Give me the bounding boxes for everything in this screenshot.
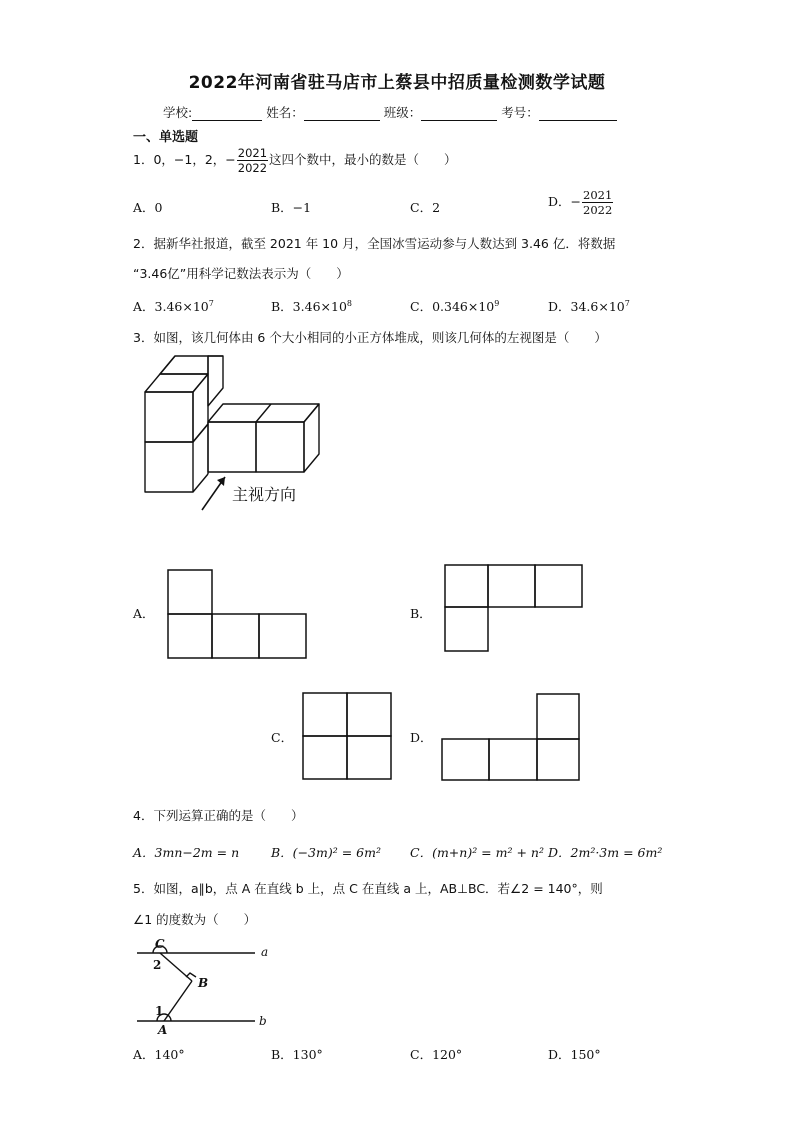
q1-d-frac-num: 2021 <box>583 188 613 202</box>
q5-option-a: A．140° <box>133 1047 185 1062</box>
q5-label-angle-2: 2 <box>153 958 162 972</box>
q3-option-d-view <box>441 693 583 783</box>
q5-line-2: ∠1 的度数为（ ） <box>133 912 257 927</box>
q1-suffix: 这四个数中，最小的数是（ ） <box>269 152 457 167</box>
q1-option-d <box>548 188 614 217</box>
q4-option-b: B．(−3m)² = 6m² <box>271 845 381 860</box>
q2-option-a <box>133 297 214 315</box>
q2-option-b <box>271 297 352 315</box>
q3-option-c-label: C． <box>271 730 294 745</box>
q5-label-a: A <box>158 1023 168 1037</box>
exam-number-blank <box>539 108 617 121</box>
name-blank <box>304 108 380 121</box>
q1-d-frac-den: 2022 <box>583 203 613 217</box>
q2-d-base: D．34.6×10 <box>548 299 625 314</box>
q1-d-fraction <box>582 188 613 217</box>
q5-option-d: D．150° <box>548 1047 601 1062</box>
q3-text: 3．如图，该几何体由 6 个大小相同的小正方体堆成，则该几何体的左视图是（ ） <box>133 330 607 345</box>
q2-option-d <box>548 297 630 315</box>
q1-option-b: B．−1 <box>271 200 312 215</box>
q5-label-c: C <box>155 937 165 951</box>
q2-d-exp: 7 <box>624 298 630 308</box>
q4-option-a: A．3mn−2m = n <box>133 845 240 860</box>
exam-number-label: 考号： <box>501 105 539 120</box>
q4-option-c: C．(m+n)² = m² + n² <box>410 845 544 860</box>
student-info-fields <box>163 103 617 121</box>
q5-option-b: B．130° <box>271 1047 323 1062</box>
q3-option-d-label: D． <box>410 730 433 745</box>
q2-b-exp: 8 <box>346 298 352 308</box>
q5-label-b: B <box>198 976 209 990</box>
page-title: 2022年河南省驻马店市上蔡县中招质量检测数学试题 <box>188 73 606 93</box>
q4-option-d: D．2m²·3m = 6m² <box>548 845 663 860</box>
q3-option-c-view <box>302 692 394 782</box>
q1-fraction <box>237 146 268 175</box>
q1-frac-num: 2021 <box>237 146 268 160</box>
q5-line-1: 5．如图，a∥b，点 A 在直线 b 上，点 C 在直线 a 上，AB⊥BC．若∠2 = 140°，则 <box>133 881 603 896</box>
q3-cube-figure <box>140 352 330 517</box>
q1-prefix: 1．0，−1，2，− <box>133 152 236 167</box>
q2-a-base: A．3.46×10 <box>133 299 209 314</box>
q2-c-base: C．0.346×10 <box>410 299 495 314</box>
q2-a-exp: 7 <box>208 298 214 308</box>
q3-option-b-label: B． <box>410 606 432 621</box>
q5-label-b-line: b <box>259 1014 267 1028</box>
school-blank <box>192 108 262 121</box>
q2-b-base: B．3.46×10 <box>271 299 347 314</box>
class-blank <box>421 108 497 121</box>
q2-c-exp: 9 <box>494 298 500 308</box>
q5-label-a-line: a <box>261 945 269 959</box>
q1-d-prefix: D．− <box>548 194 581 209</box>
school-label: 学校: <box>163 105 193 120</box>
q3-option-b-view <box>444 564 586 654</box>
q3-option-a-view <box>167 569 309 659</box>
q5-label-angle-1: 1 <box>155 1004 164 1018</box>
q1-option-a: A．0 <box>133 200 163 215</box>
section-heading: 一、单选题 <box>133 130 199 145</box>
q2-option-c <box>410 297 499 315</box>
q1-frac-den: 2022 <box>237 161 268 175</box>
q3-arrow-label: 主视方向 <box>232 485 297 504</box>
q4-text: 4．下列运算正确的是（ ） <box>133 808 304 823</box>
question-1 <box>133 146 457 175</box>
q2-line-2: “3.46亿”用科学记数法表示为（ ） <box>133 266 349 281</box>
q5-parallel-lines-figure <box>133 935 278 1035</box>
q3-option-a-label: A． <box>133 606 155 621</box>
class-label: 班级： <box>383 105 422 120</box>
name-label: 姓名： <box>266 105 304 120</box>
q1-option-c: C．2 <box>410 200 441 215</box>
q2-line-1: 2．据新华社报道，截至 2021 年 10 月，全国冰雪运动参与人数达到 3.46 亿．将数据 <box>133 236 616 251</box>
q5-option-c: C．120° <box>410 1047 463 1062</box>
